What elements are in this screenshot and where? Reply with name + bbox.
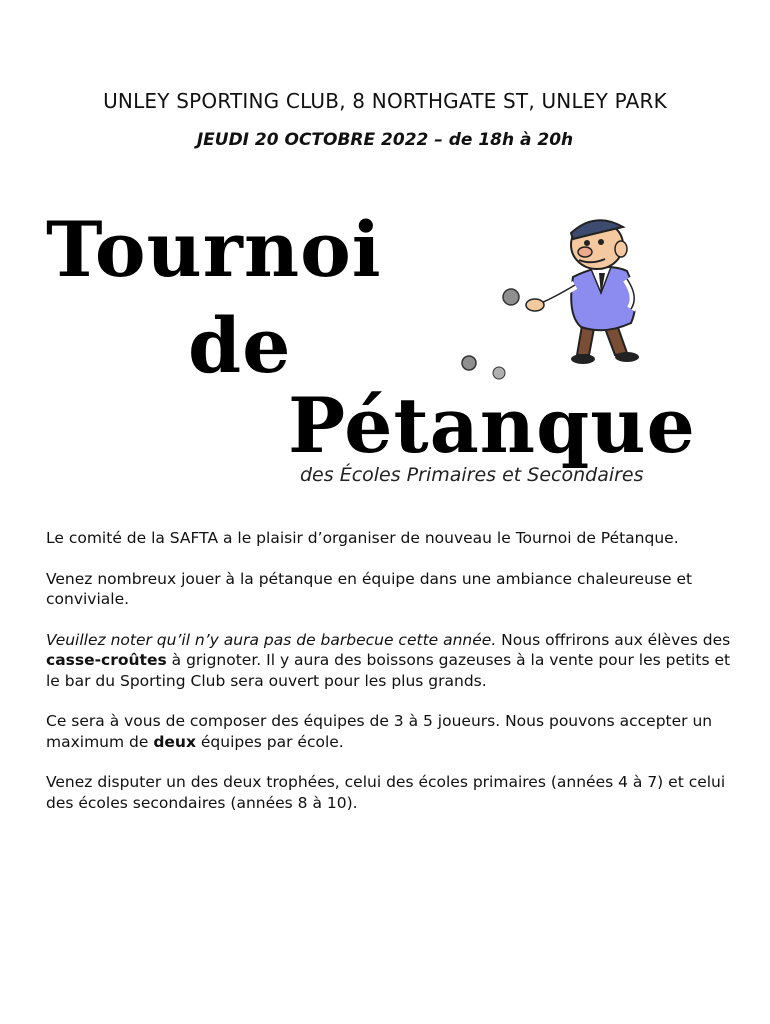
p4-text-1: Ce sera à vous de composer des équipes de 3 à 5 joueurs. Nous pouvons accepter un maximum de <box>46 712 713 751</box>
title-line-2: de <box>188 301 292 390</box>
petanque-player-icon <box>455 205 655 389</box>
paragraph-1: Le comité de la SAFTA a le plaisir d’organiser de nouveau le Tournoi de Pétanque. <box>46 529 679 547</box>
p3-text-1: Nous offrirons aux élèves des <box>496 630 731 649</box>
body-text <box>46 528 731 833</box>
paragraph-5: Venez disputer un des deux trophées, celui des écoles primaires (années 4 à 7) et celui des écoles secondaires (années 8 à 10). <box>46 773 726 812</box>
p4-text-2: équipes par école. <box>195 732 344 751</box>
title-line-1: Tournoi <box>46 205 382 294</box>
no-barbecue-note: Veuillez noter qu’il n’y aura pas de barbecue cette année. <box>46 630 497 649</box>
title-line-3: Pétanque <box>288 381 696 470</box>
subtitle: des Écoles Primaires et Secondaires <box>300 464 644 486</box>
venue-line: UNLEY SPORTING CLUB, 8 NORTHGATE ST, UNLEY PARK <box>103 89 667 113</box>
paragraph-3 <box>46 630 731 692</box>
paragraph-2: Venez nombreux jouer à la pétanque en équipe dans une ambiance chaleureuse et conviviale. <box>46 569 693 608</box>
snacks-bold: casse-croûtes <box>46 651 167 669</box>
event-date: JEUDI 20 OCTOBRE 2022 – de 18h à 20h <box>196 130 574 150</box>
paragraph-4 <box>46 711 731 752</box>
p3-text-2: à grignoter. Il y aura des boissons gazeuses à la vente pour les petits et le bar du Sporting Club sera ouvert pour les plus grands. <box>46 651 731 690</box>
two-teams-bold: deux <box>153 732 196 751</box>
